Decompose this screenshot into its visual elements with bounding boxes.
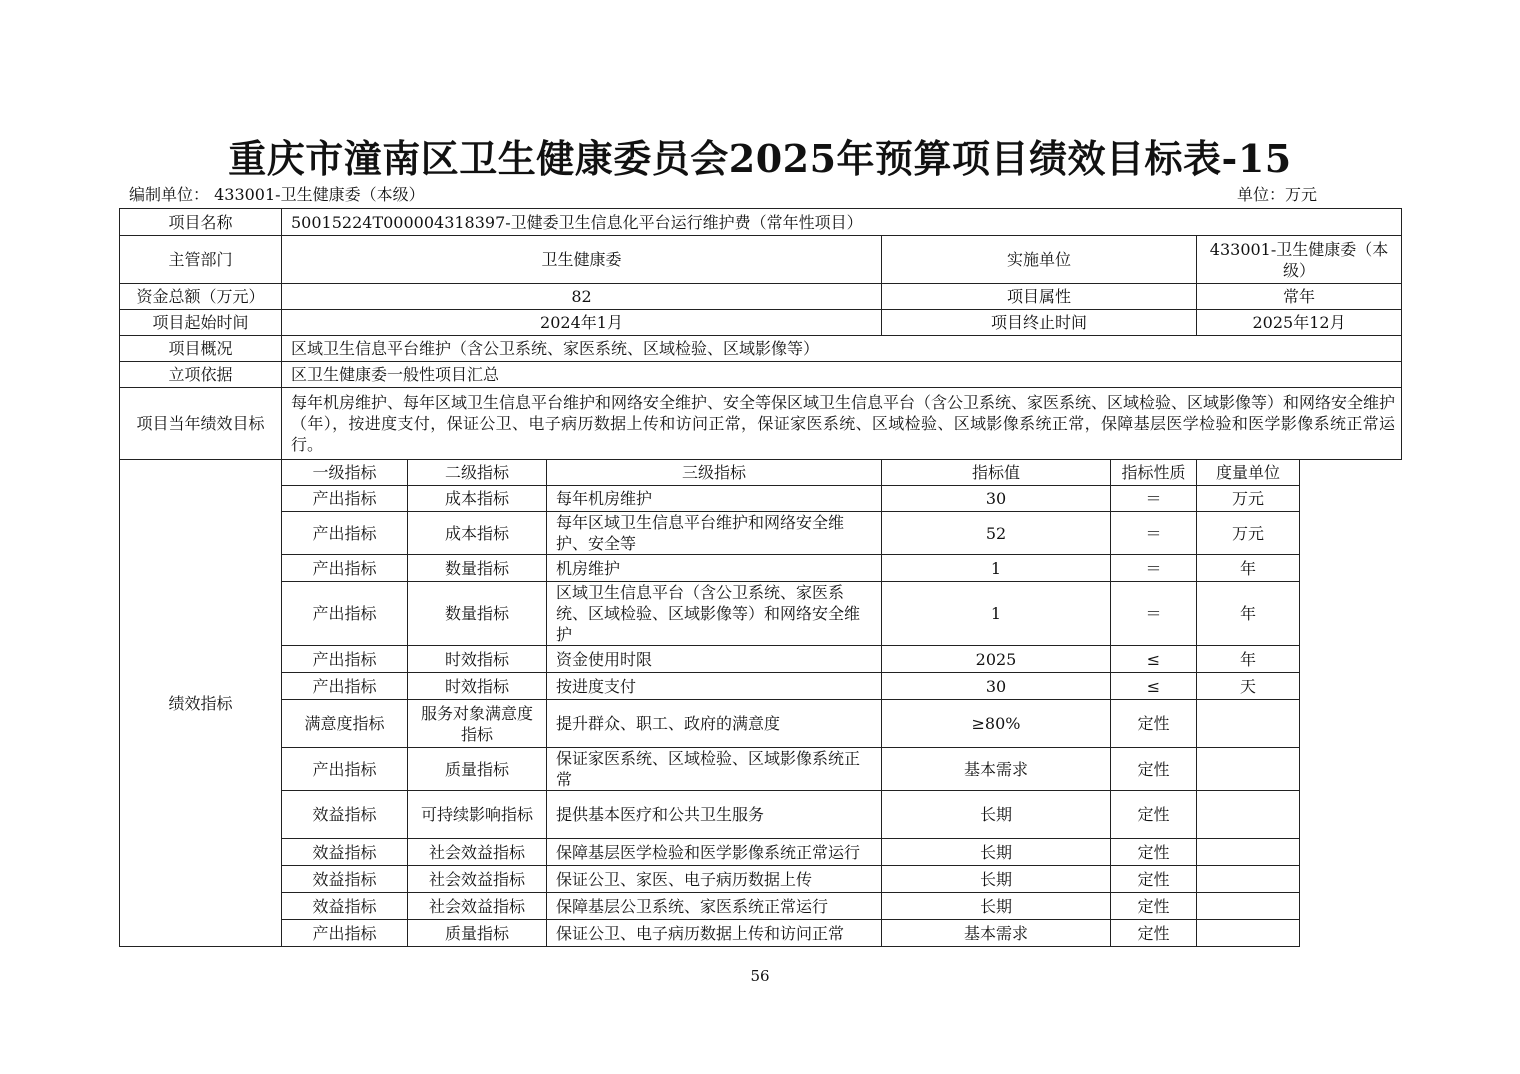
measure-unit [1197,893,1300,920]
level1-indicator: 效益指标 [282,893,408,920]
level3-indicator: 按进度支付 [547,673,882,700]
indicator-nature: ≤ [1111,646,1197,673]
label-goal: 项目当年绩效目标 [120,388,282,460]
level3-indicator: 提供基本医疗和公共卫生服务 [547,791,882,839]
indicator-header: 度量单位 [1197,460,1300,486]
indicator-header: 二级指标 [408,460,547,486]
indicator-row [120,748,1402,791]
start-time: 2024年1月 [282,310,882,336]
indicator-row [120,486,1402,512]
indicator-value: 基本需求 [882,920,1111,947]
indicator-row [120,700,1402,748]
indicator-nature: 定性 [1111,839,1197,866]
indicator-row [120,582,1402,646]
row-fund [120,284,1402,310]
level1-indicator: 产出指标 [282,646,408,673]
row-period [120,310,1402,336]
level2-indicator: 成本指标 [408,512,547,555]
indicator-header: 一级指标 [282,460,408,486]
level3-indicator: 提升群众、职工、政府的满意度 [547,700,882,748]
indicator-row [120,839,1402,866]
level2-indicator: 社会效益指标 [408,893,547,920]
measure-unit [1197,920,1300,947]
measure-unit [1197,839,1300,866]
performance-target-table [119,208,1402,947]
indicator-value: 基本需求 [882,748,1111,791]
indicator-nature: ＝ [1111,486,1197,512]
implementer: 433001-卫生健康委（本级） [1197,236,1402,284]
measure-unit: 万元 [1197,486,1300,512]
department: 卫生健康委 [282,236,882,284]
indicator-value: 长期 [882,893,1111,920]
level2-indicator: 可持续影响指标 [408,791,547,839]
indicator-nature: ＝ [1111,582,1197,646]
level2-indicator: 时效指标 [408,646,547,673]
indicator-header: 三级指标 [547,460,882,486]
level2-indicator: 时效指标 [408,673,547,700]
indicator-nature: 定性 [1111,866,1197,893]
indicator-nature: 定性 [1111,893,1197,920]
measure-unit: 年 [1197,646,1300,673]
level1-indicator: 产出指标 [282,673,408,700]
page-number: 56 [750,967,770,985]
indicator-row [120,920,1402,947]
level3-indicator: 保证家医系统、区域检验、区域影像系统正常 [547,748,882,791]
indicator-nature: 定性 [1111,791,1197,839]
indicator-value: 1 [882,582,1111,646]
currency-unit: 单位：万元 [1237,185,1318,204]
indicator-row [120,512,1402,555]
level1-indicator: 产出指标 [282,920,408,947]
project-basis: 区卫生健康委一般性项目汇总 [282,362,1402,388]
level3-indicator: 保障基层医学检验和医学影像系统正常运行 [547,839,882,866]
level3-indicator: 区域卫生信息平台（含公卫系统、家医系统、区域检验、区域影像等）和网络安全维护 [547,582,882,646]
fund-total: 82 [282,284,882,310]
measure-unit [1197,866,1300,893]
measure-unit: 天 [1197,673,1300,700]
indicator-header: 指标性质 [1111,460,1197,486]
measure-unit [1197,748,1300,791]
level1-indicator: 产出指标 [282,555,408,582]
level2-indicator: 质量指标 [408,748,547,791]
indicator-value: 52 [882,512,1111,555]
level3-indicator: 保障基层公卫系统、家医系统正常运行 [547,893,882,920]
level2-indicator: 服务对象满意度指标 [408,700,547,748]
level1-indicator: 效益指标 [282,866,408,893]
level2-indicator: 社会效益指标 [408,839,547,866]
label-project-name: 项目名称 [120,209,282,236]
indicator-nature: ＝ [1111,512,1197,555]
project-goal: 每年机房维护、每年区域卫生信息平台维护和网络安全维护、安全等保区域卫生信息平台（含公卫系统、家医系统、区域检验、区域影像等）和网络安全维护（年），按进度支付，保证公卫、电子病历数据上传和访问正常，保证家医系统、区域检验、区域影像系统正常，保障基层医学检验和医学影像系统正常运行。 [282,388,1402,460]
indicator-value: 1 [882,555,1111,582]
level2-indicator: 质量指标 [408,920,547,947]
indicator-row [120,673,1402,700]
level3-indicator: 机房维护 [547,555,882,582]
row-department [120,236,1402,284]
level2-indicator: 成本指标 [408,486,547,512]
indicator-nature: ＝ [1111,555,1197,582]
indicator-nature: 定性 [1111,748,1197,791]
indicator-row [120,893,1402,920]
level1-indicator: 产出指标 [282,512,408,555]
measure-unit: 年 [1197,555,1300,582]
row-goal [120,388,1402,460]
indicator-nature: 定性 [1111,920,1197,947]
project-name: 50015224T000004318397-卫健委卫生信息化平台运行维护费（常年性项目） [282,209,1402,236]
indicator-row [120,646,1402,673]
project-attribute: 常年 [1197,284,1402,310]
measure-unit: 年 [1197,582,1300,646]
indicator-header: 指标值 [882,460,1111,486]
level3-indicator: 保证公卫、电子病历数据上传和访问正常 [547,920,882,947]
row-basis [120,362,1402,388]
indicator-value: ≥80% [882,700,1111,748]
level1-indicator: 产出指标 [282,748,408,791]
indicator-row [120,866,1402,893]
indicator-value: 长期 [882,791,1111,839]
indicator-value: 30 [882,673,1111,700]
indicator-row [120,555,1402,582]
label-end: 项目终止时间 [882,310,1197,336]
level2-indicator: 数量指标 [408,582,547,646]
row-project-name [120,209,1402,236]
level1-indicator: 产出指标 [282,582,408,646]
indicator-header-row [120,460,1402,486]
row-overview [120,336,1402,362]
label-fund: 资金总额（万元） [120,284,282,310]
level1-indicator: 效益指标 [282,839,408,866]
indicator-value: 30 [882,486,1111,512]
indicator-value: 2025 [882,646,1111,673]
level3-indicator: 每年区域卫生信息平台维护和网络安全维护、安全等 [547,512,882,555]
indicator-nature: 定性 [1111,700,1197,748]
project-overview: 区域卫生信息平台维护（含公卫系统、家医系统、区域检验、区域影像等） [282,336,1402,362]
indicator-row [120,791,1402,839]
measure-unit [1197,700,1300,748]
label-implementer: 实施单位 [882,236,1197,284]
label-start: 项目起始时间 [120,310,282,336]
level2-indicator: 数量指标 [408,555,547,582]
indicator-value: 长期 [882,866,1111,893]
label-attribute: 项目属性 [882,284,1197,310]
level3-indicator: 每年机房维护 [547,486,882,512]
indicator-nature: ≤ [1111,673,1197,700]
level2-indicator: 社会效益指标 [408,866,547,893]
indicator-value: 长期 [882,839,1111,866]
label-basis: 立项依据 [120,362,282,388]
label-performance-indicators: 绩效指标 [120,460,282,947]
level1-indicator: 效益指标 [282,791,408,839]
level1-indicator: 满意度指标 [282,700,408,748]
level1-indicator: 产出指标 [282,486,408,512]
measure-unit [1197,791,1300,839]
compiling-unit: 编制单位： 433001-卫生健康委（本级） [129,185,425,204]
level3-indicator: 资金使用时限 [547,646,882,673]
label-department: 主管部门 [120,236,282,284]
indicator-table-body [120,460,1402,947]
measure-unit: 万元 [1197,512,1300,555]
end-time: 2025年12月 [1197,310,1402,336]
page-title: 重庆市潼南区卫生健康委员会2025年预算项目绩效目标表-15 [228,136,1292,181]
level3-indicator: 保证公卫、家医、电子病历数据上传 [547,866,882,893]
label-overview: 项目概况 [120,336,282,362]
